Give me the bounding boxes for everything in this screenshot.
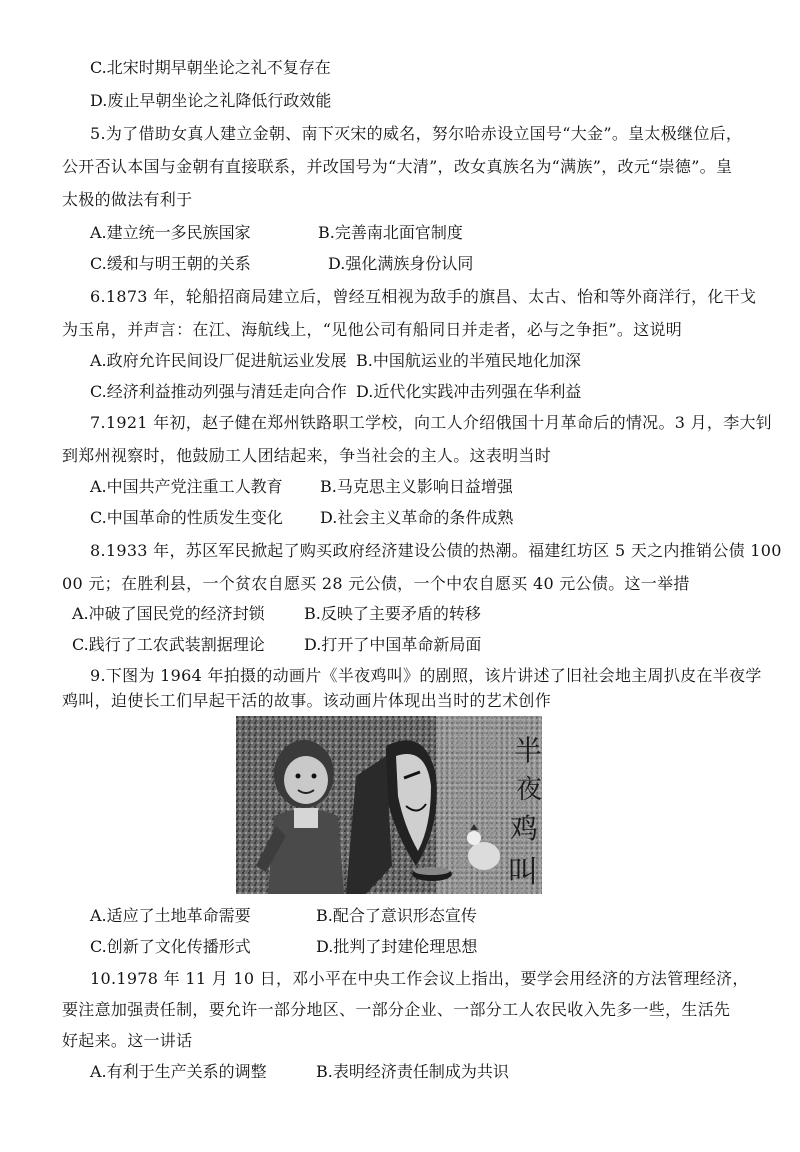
q6-stem-line-2: 为玉帛，并声言：在江、海航线上，“见他公司有船同日并走者，必与之争拒”。这说明 <box>62 320 683 339</box>
q9-stem-line-1: 9.下图为 1964 年拍摄的动画片《半夜鸡叫》的剧照，该片讲述了旧社会地主周扒皮在半夜学 <box>90 666 762 685</box>
q5-stem-line-1: 5.为了借助女真人建立金朝、南下灭宋的威名，努尔哈赤设立国号“大金”。皇太极继位后， <box>90 124 743 143</box>
q5-option-a: A.建立统一多民族国家 <box>90 223 251 242</box>
q10-stem-line-2: 要注意加强责任制，要允许一部分地区、一部分企业、一部分工人农民收入先多一些，生活先 <box>62 1000 731 1019</box>
q9-option-d: D.批判了封建伦理思想 <box>316 937 478 956</box>
q5-option-d: D.强化满族身份认同 <box>328 254 474 273</box>
q9-option-c: C.创新了文化传播形式 <box>90 937 251 956</box>
q7-option-d: D.社会主义革命的条件成熟 <box>320 508 514 527</box>
q4-option-c: C.北宋时期早朝坐论之礼不复存在 <box>90 58 331 77</box>
q7-stem-line-2: 到郑州视察时，他鼓励工人团结起来，争当社会的主人。这表明当时 <box>62 446 552 465</box>
figure-title-char-2: 夜 <box>516 775 542 805</box>
q6-option-b: B.中国航运业的半殖民地化加深 <box>356 351 581 370</box>
figure-title-char-4: 叫 <box>508 855 538 890</box>
q9-option-a: A.适应了土地革命需要 <box>90 906 251 925</box>
q6-option-d: D.近代化实践冲击列强在华利益 <box>356 382 582 401</box>
animation-still-image <box>236 716 542 894</box>
q5-stem-line-3: 太极的做法有利于 <box>62 190 193 209</box>
q8-stem-line-1: 8.1933 年，苏区军民掀起了购买政府经济建设公债的热潮。福建红坊区 5 天之内推销公债 100 <box>90 541 782 560</box>
q4-option-d: D.废止早朝坐论之礼降低行政效能 <box>90 91 332 110</box>
q9-stem-line-2: 鸡叫，迫使长工们早起干活的故事。该动画片体现出当时的艺术创作 <box>62 691 552 710</box>
q10-stem-line-1: 10.1978 年 11 月 10 日，邓小平在中央工作会议上指出，要学会用经济的方法管理经济， <box>90 969 749 988</box>
q8-option-a: A.冲破了国民党的经济封锁 <box>72 604 265 623</box>
q5-option-c: C.缓和与明王朝的关系 <box>90 254 251 273</box>
q7-option-c: C.中国革命的性质发生变化 <box>90 508 283 527</box>
q10-option-b: B.表明经济责任制成为共识 <box>316 1062 509 1081</box>
figure-title-char-1: 半 <box>514 734 542 767</box>
q8-option-b: B.反映了主要矛盾的转移 <box>304 604 481 623</box>
q8-option-c: C.践行了工农武装割据理论 <box>72 635 265 654</box>
q7-option-b: B.马克思主义影响日益增强 <box>320 477 513 496</box>
q9-option-b: B.配合了意识形态宣传 <box>316 906 477 925</box>
q7-stem-line-1: 7.1921 年初，赵子健在郑州铁路职工学校，向工人介绍俄国十月革命后的情况。3 月，李大钊 <box>90 413 773 432</box>
q8-stem-line-2: 00 元；在胜利县，一个贫农自愿买 28 元公债，一个中农自愿买 40 元公债。这一举措 <box>62 574 690 593</box>
q10-stem-line-3: 好起来。这一讲话 <box>62 1031 193 1050</box>
q5-option-b: B.完善南北面官制度 <box>318 223 463 242</box>
q6-stem-line-1: 6.1873 年，轮船招商局建立后，曾经互相视为敌手的旗昌、太古、怡和等外商洋行，化干戈 <box>90 287 757 306</box>
q5-stem-line-2: 公开否认本国与金朝有直接联系，并改国号为“大清”，改女真族名为“满族”，改元“崇德”。皇 <box>62 157 733 176</box>
q7-option-a: A.中国共产党注重工人教育 <box>90 477 283 496</box>
q8-option-d: D.打开了中国革命新局面 <box>304 635 482 654</box>
figure-title-char-3: 鸡 <box>510 812 539 845</box>
q6-option-c: C.经济利益推动列强与清廷走向合作 <box>90 382 347 401</box>
q10-option-a: A.有利于生产关系的调整 <box>90 1062 267 1081</box>
q6-option-a: A.政府允许民间设厂促进航运业发展 <box>90 351 347 370</box>
